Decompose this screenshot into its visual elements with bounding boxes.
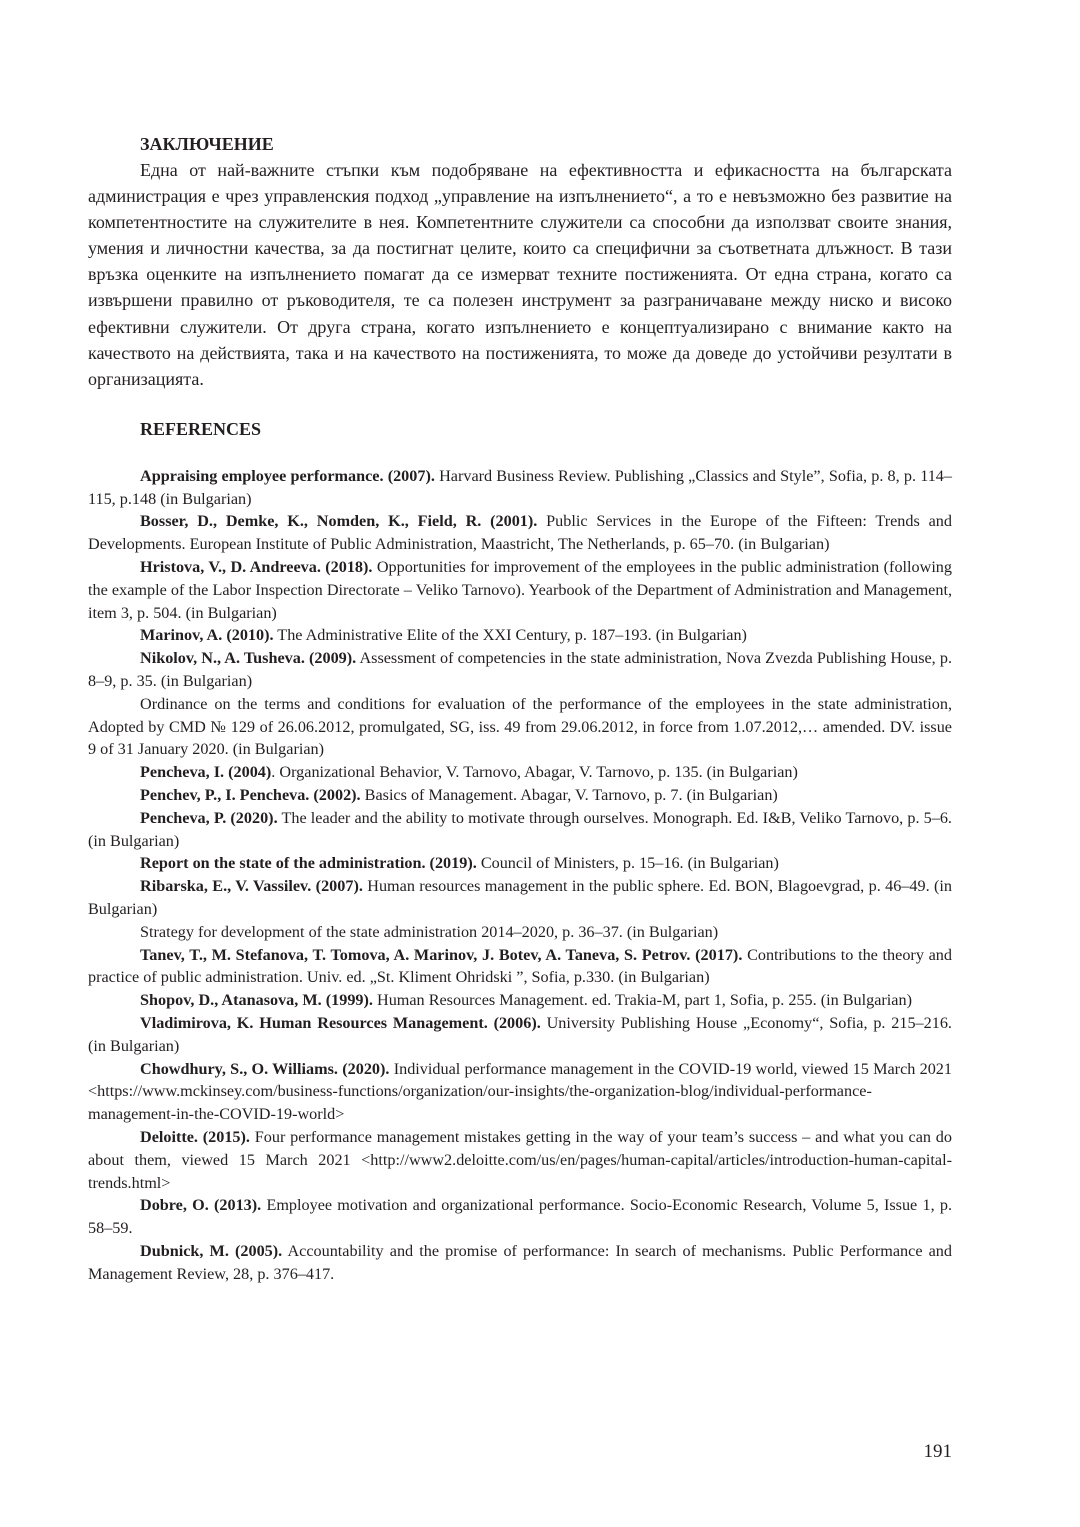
reference-authors: Nikolov, N., A. Tusheva. (2009). bbox=[140, 649, 357, 668]
reference-authors: Ribarska, E., V. Vassilev. (2007). bbox=[140, 877, 363, 896]
reference-authors: Hristova, V., D. Andreeva. (2018). bbox=[140, 558, 373, 577]
reference-item bbox=[88, 761, 952, 784]
reference-item bbox=[88, 852, 952, 875]
reference-item bbox=[88, 624, 952, 647]
page-content bbox=[88, 132, 952, 1286]
reference-item bbox=[88, 1126, 952, 1194]
reference-text: Accountability and the promise of performance: In search of mechanisms. Public Performance and Management Review, 28, p. 376–417. bbox=[88, 1241, 952, 1283]
reference-text: University Publishing House „Economy“, Sofia, p. 215–216. (in Bulgarian) bbox=[88, 1013, 952, 1055]
reference-item bbox=[88, 784, 952, 807]
reference-authors: Vladimirova, K. Human Resources Management. (2006). bbox=[140, 1013, 541, 1032]
reference-item bbox=[88, 807, 952, 853]
reference-authors: Marinov, A. (2010). bbox=[140, 626, 274, 645]
reference-text: Assessment of competencies in the state administration, Nova Zvezda Publishing House, p. 8–9, p. 35. (in Bulgarian) bbox=[88, 649, 952, 691]
reference-item bbox=[88, 1194, 952, 1240]
reference-text: Basics of Management. Abagar, V. Tarnovo, p. 7. (in Bulgarian) bbox=[360, 786, 778, 804]
reference-text: Harvard Business Review. Publishing „Classics and Style”, Sofia, p. 8, p. 114–115, p.148 (in Bulgarian) bbox=[88, 466, 952, 508]
reference-text: Four performance management mistakes getting in the way of your team’s success – and what you can do about them, viewed 15 March 2021 <http://www2.deloitte.com/us/en/pages/human-capital/articles/introduction-human-capital-trends.html> bbox=[88, 1127, 952, 1192]
reference-item bbox=[88, 465, 952, 511]
reference-item bbox=[88, 921, 952, 944]
reference-authors: Dobre, O. (2013). bbox=[140, 1196, 262, 1215]
reference-text: Public Services in the Europe of the Fifteen: Trends and Developments. European Institute of Public Administration, Maastricht, The Netherlands, p. 65–70. (in Bulgarian) bbox=[88, 512, 952, 554]
reference-item bbox=[88, 989, 952, 1012]
reference-text: Strategy for development of the state administration 2014–2020, p. 36–37. (in Bulgarian) bbox=[140, 922, 719, 941]
reference-authors: Shopov, D., Atanasova, M. (1999). bbox=[140, 991, 373, 1010]
reference-authors: Deloitte. (2015). bbox=[140, 1127, 250, 1146]
reference-authors: Penchev, P., I. Pencheva. (2002). bbox=[140, 786, 361, 804]
reference-item bbox=[88, 1058, 952, 1126]
reference-text: . Organizational Behavior, V. Tarnovo, Abagar, V. Tarnovo, p. 135. (in Bulgarian) bbox=[271, 763, 798, 782]
reference-item bbox=[88, 510, 952, 556]
references-heading: REFERENCES bbox=[140, 418, 262, 439]
reference-item bbox=[88, 647, 952, 693]
reference-item bbox=[88, 1012, 952, 1058]
reference-authors: Report on the state of the administration. (2019). bbox=[140, 854, 477, 873]
reference-item bbox=[88, 944, 952, 990]
reference-authors: Tanev, T., M. Stefanova, T. Tomova, A. Marinov, J. Botev, A. Taneva, S. Petrov. (2017). bbox=[140, 945, 743, 964]
reference-text: The Administrative Elite of the XXI Century, p. 187–193. (in Bulgarian) bbox=[273, 626, 747, 645]
reference-item bbox=[88, 875, 952, 921]
reference-text: Individual performance management in the COVID-19 world, viewed 15 March 2021 <https://www.mckinsey.com/business-functions/organization/our-insights/the-organization-blog/individual-performance-management-in-the-COVID-19-world> bbox=[88, 1059, 952, 1124]
reference-text: The leader and the ability to motivate through ourselves. Monograph. Ed. I&B, Veliko Tarnovo, p. 5–6. (in Bulgarian) bbox=[88, 808, 952, 850]
reference-text: Council of Ministers, p. 15–16. (in Bulgarian) bbox=[476, 854, 779, 873]
reference-authors: Dubnick, M. (2005). bbox=[140, 1241, 283, 1260]
reference-item bbox=[88, 1240, 952, 1286]
reference-text: Contributions to the theory and practice of public administration. Univ. ed. „St. Kliment Ohridski ”, Sofia, p.330. (in Bulgarian) bbox=[88, 945, 952, 987]
references-list bbox=[88, 465, 952, 1286]
reference-authors: Chowdhury, S., O. Williams. (2020). bbox=[140, 1059, 390, 1078]
reference-text: Opportunities for improvement of the employees in the public administration (following the example of the Labor Inspection Directorate – Veliko Tarnovo). Yearbook of the Department of Administration and Management, item 3, p. 504. (in Bulgarian) bbox=[88, 558, 952, 622]
reference-item bbox=[88, 693, 952, 761]
reference-authors: Pencheva, P. (2020). bbox=[140, 808, 278, 827]
reference-text: Human Resources Management. ed. Trakia-M, part 1, Sofia, p. 255. (in Bulgarian) bbox=[372, 991, 912, 1010]
reference-item bbox=[88, 556, 952, 624]
conclusion-paragraph: Една от най-важните стъпки към подобряване на ефективността и ефикасността на българската администрация е чрез управленския подход „управление на изпълнението“, а то е невъзможно без развитие на компетентностите на служителите в нея. Компетентните служители са способни да използват своите знания, умения и личностни качества, за да постигнат целите, които са специфични за съответната длъжност. В тази връзка оценките на изпълнението помагат да се измерват техните постиженията. От една страна, когато са извършени правилно от ръководителя, те са полезен инструмент за разграничаване между ниско и високо ефективни служители. От друга страна, когато изпълнението е концептуализирано с внимание както на качеството на действията, така и на качеството на постиженията, то може да доведе до устойчиви резултати в организацията. bbox=[88, 160, 952, 389]
reference-authors: Bosser, D., Demke, K., Nomden, K., Field, R. (2001). bbox=[140, 512, 538, 531]
reference-authors: Appraising employee performance. (2007). bbox=[140, 466, 435, 485]
reference-text: Human resources management in the public sphere. Ed. BON, Blagoevgrad, p. 46–49. (in Bulgarian) bbox=[88, 877, 952, 918]
reference-text: Ordinance on the terms and conditions for evaluation of the performance of the employees in the state administration, Adopted by CMD № 129 of 26.06.2012, promulgated, SG, iss. 49 from 29.06.2012, in force from 1.07.2012,… amended. DV. issue 9 of 31 January 2020. (in Bulgarian) bbox=[88, 694, 952, 759]
reference-text: Employee motivation and organizational performance. Socio-Economic Research, Volume 5, Issue 1, p. 58–59. bbox=[88, 1196, 952, 1238]
reference-authors: Pencheva, I. (2004) bbox=[140, 763, 272, 782]
conclusion-heading: ЗАКЛЮЧЕНИЕ bbox=[140, 134, 274, 154]
page-number: 191 bbox=[923, 1441, 952, 1462]
